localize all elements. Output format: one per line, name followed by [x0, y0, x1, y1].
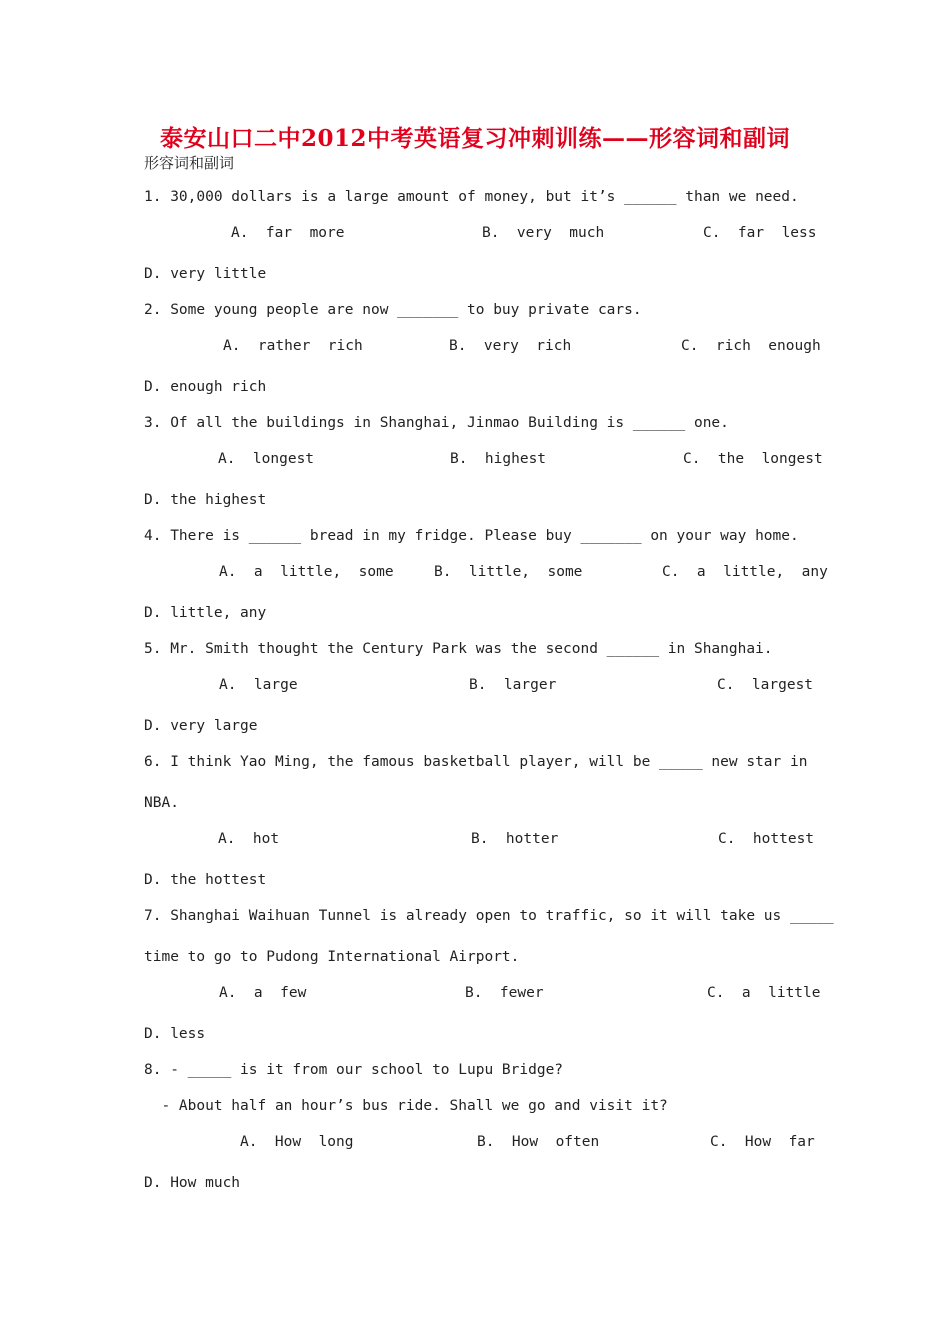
option-c: C. a little, any	[662, 564, 828, 580]
question-6-stem-continued: NBA.	[144, 795, 179, 811]
option-a: A. a little, some	[219, 564, 394, 580]
question-4-stem: 4. There is ______ bread in my fridge. Please buy _______ on your way home.	[144, 528, 799, 544]
question-8-stem: 8. - _____ is it from our school to Lupu Bridge?	[144, 1062, 564, 1078]
question-5-option-d: D. very large	[144, 718, 258, 734]
option-b: B. very rich	[449, 338, 572, 354]
question-1-options	[0, 225, 950, 245]
option-c: C. far less	[703, 225, 817, 241]
option-a: A. longest	[218, 451, 315, 467]
option-c: C. largest	[717, 677, 814, 693]
option-a: A. far more	[231, 225, 345, 241]
option-a: A. How long	[240, 1134, 354, 1150]
option-a: A. large	[219, 677, 298, 693]
question-8-option-d: D. How much	[144, 1175, 241, 1191]
question-6-option-d: D. the hottest	[144, 872, 267, 888]
page-title: 泰安山口二中2012中考英语复习冲刺训练——形容词和副词	[159, 125, 790, 152]
option-b: B. How often	[477, 1134, 600, 1150]
question-1-stem: 1. 30,000 dollars is a large amount of money, but it’s ______ than we need.	[144, 189, 799, 205]
option-c: C. the longest	[683, 451, 823, 467]
question-5-stem: 5. Mr. Smith thought the Century Park was the second ______ in Shanghai.	[144, 641, 773, 657]
option-b: B. little, some	[434, 564, 583, 580]
question-8-response: - About half an hour’s bus ride. Shall we go and visit it?	[144, 1098, 668, 1114]
question-7-stem-continued: time to go to Pudong International Airport.	[144, 949, 520, 965]
question-7-options	[0, 985, 950, 1005]
question-7-option-d: D. less	[144, 1026, 206, 1042]
question-6-options	[0, 831, 950, 851]
option-c: C. hottest	[718, 831, 815, 847]
question-5-options	[0, 677, 950, 697]
option-a: A. a few	[219, 985, 307, 1001]
option-b: B. fewer	[465, 985, 544, 1001]
question-4-options	[0, 564, 950, 584]
option-b: B. highest	[450, 451, 547, 467]
option-b: B. larger	[469, 677, 557, 693]
option-b: B. hotter	[471, 831, 559, 847]
question-8-options	[0, 1134, 950, 1154]
question-3-option-d: D. the highest	[144, 492, 267, 508]
option-a: A. rather rich	[223, 338, 363, 354]
option-c: C. rich enough	[681, 338, 821, 354]
option-c: C. How far	[710, 1134, 815, 1150]
option-a: A. hot	[218, 831, 280, 847]
question-7-stem: 7. Shanghai Waihuan Tunnel is already open to traffic, so it will take us _____	[144, 908, 834, 924]
option-b: B. very much	[482, 225, 605, 241]
question-1-option-d: D. very little	[144, 266, 267, 282]
option-c: C. a little	[707, 985, 821, 1001]
question-2-option-d: D. enough rich	[144, 379, 267, 395]
question-2-stem: 2. Some young people are now _______ to buy private cars.	[144, 302, 642, 318]
question-3-stem: 3. Of all the buildings in Shanghai, Jinmao Building is ______ one.	[144, 415, 729, 431]
section-subtitle: 形容词和副词	[144, 154, 235, 172]
question-2-options	[0, 338, 950, 358]
question-3-options	[0, 451, 950, 471]
question-6-stem: 6. I think Yao Ming, the famous basketball player, will be _____ new star in	[144, 754, 808, 770]
question-4-option-d: D. little, any	[144, 605, 267, 621]
